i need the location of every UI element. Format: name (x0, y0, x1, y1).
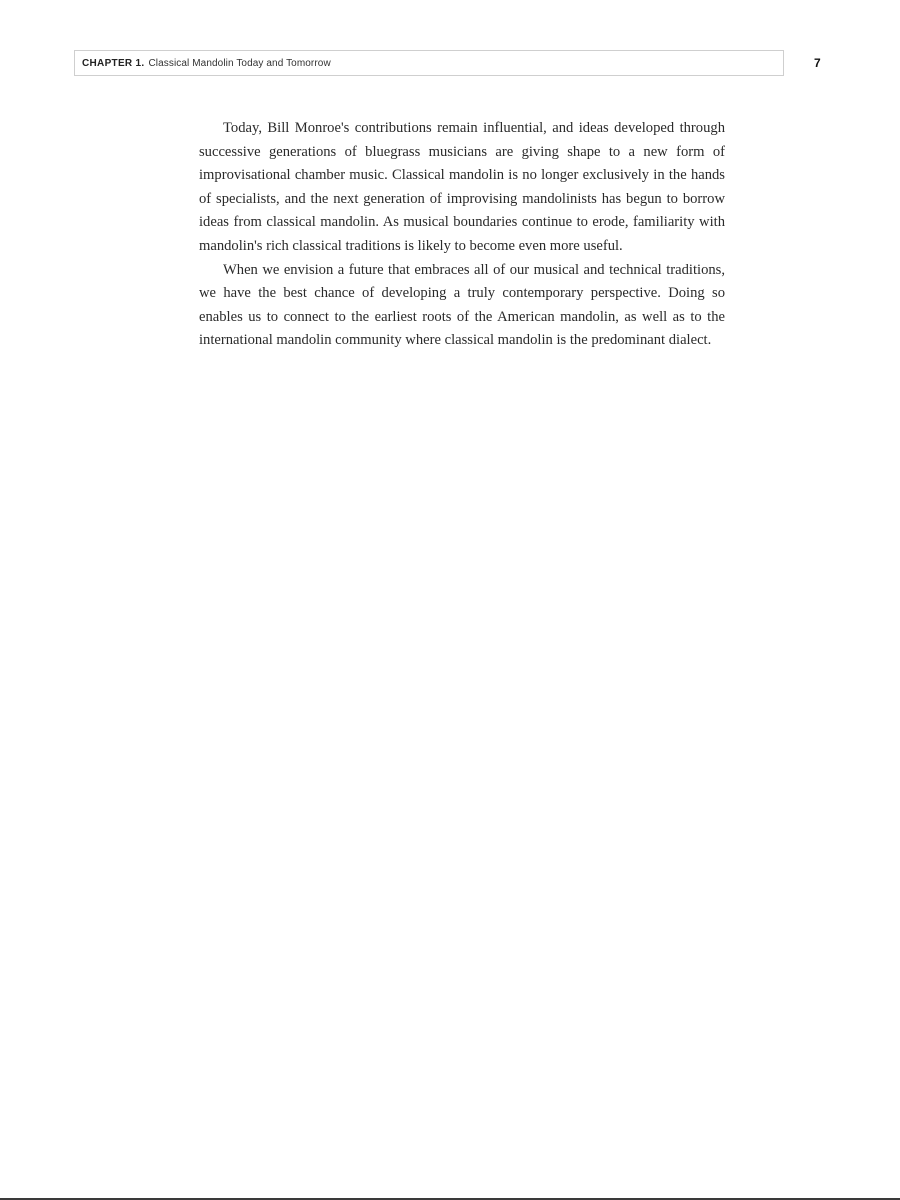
page-number: 7 (814, 56, 821, 70)
body-text (199, 117, 725, 353)
paragraph: When we envision a future that embraces all of our musical and technical traditions, we have the best chance of developing a truly contemporary perspective. Doing so enables us to connect to the earliest roots of the American mandolin, as well as to the international mandolin community where classical mandolin is the predominant dialect. (199, 261, 725, 349)
chapter-label: CHAPTER 1. (82, 57, 145, 69)
chapter-title: Classical Mandolin Today and Tomorrow (148, 57, 331, 69)
paragraph: Today, Bill Monroe's contributions remain influential, and ideas developed through successive generations of bluegrass musicians are giving shape to a new form of improvisational chamber music. Classical mandolin is no longer exclusively in the hands of specialists, and the next generation of improvising mandolinists has begun to borrow ideas from classical mandolin. As musical boundaries continue to erode, familiarity with mandolin's rich classical traditions is likely to become even more useful. (199, 120, 725, 254)
running-header (74, 50, 784, 76)
